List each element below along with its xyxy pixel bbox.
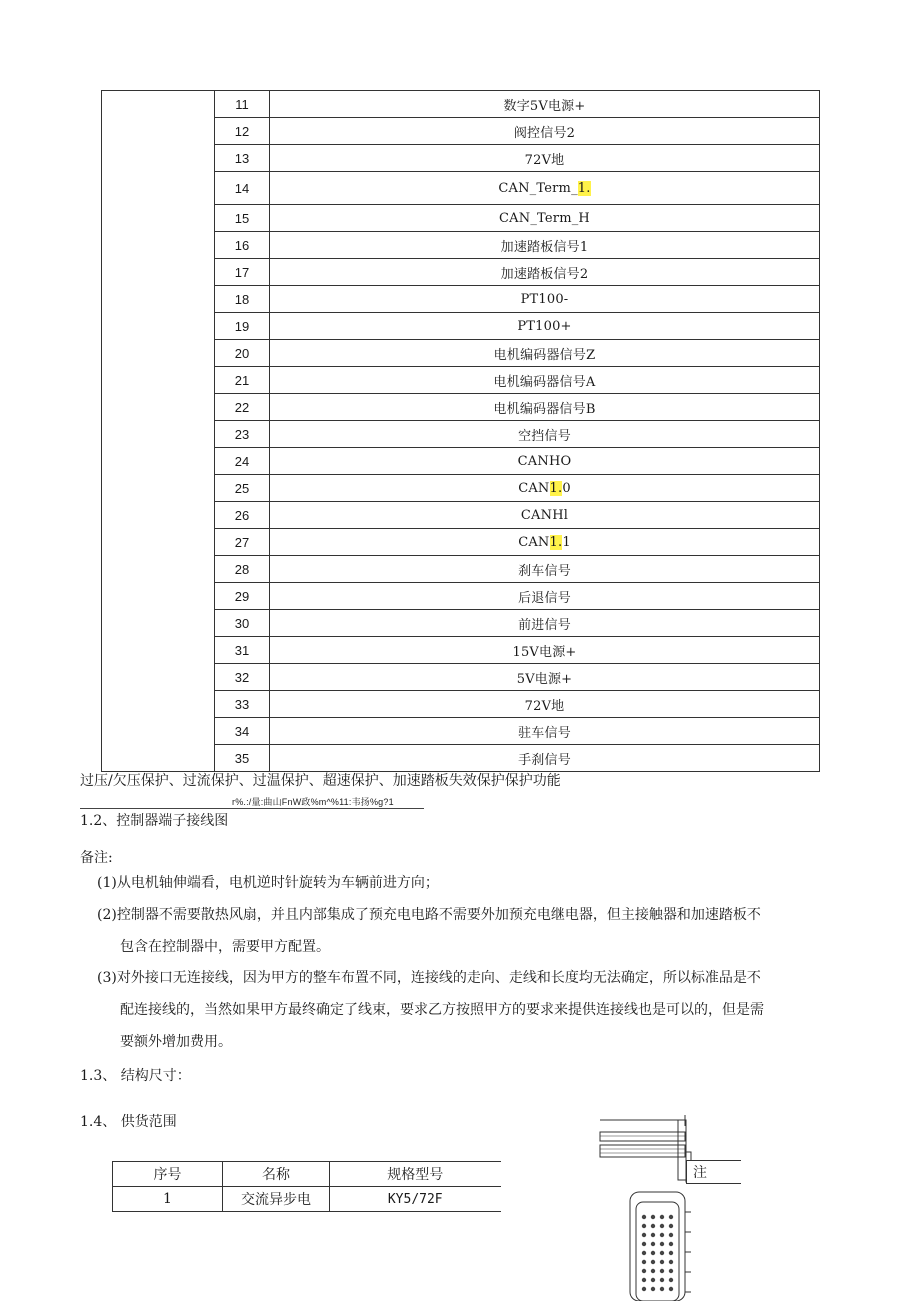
signal-text: CAN: [518, 480, 550, 496]
pin-number: 25: [215, 475, 270, 502]
pin-number: 32: [215, 664, 270, 691]
connector-pin: [660, 1251, 664, 1255]
garbled-text-line: r%.:/量:曲山FnW政%m^%11:韦扬%g?1: [232, 797, 394, 807]
pin-number: 34: [215, 718, 270, 745]
signal-highlight: 1.: [549, 480, 563, 496]
pin-number: 29: [215, 583, 270, 610]
pin-number: 17: [215, 259, 270, 286]
pin-signal: 手刹信号: [270, 745, 820, 772]
signal-text: CAN: [518, 534, 550, 550]
table-cell: KY5/72F: [330, 1187, 501, 1212]
remark-item-2: [97, 905, 761, 925]
connector-pin: [660, 1260, 664, 1264]
connector-pin: [651, 1215, 655, 1219]
pin-number: 19: [215, 313, 270, 340]
pin-definition-table: [101, 90, 820, 772]
pin-number: 15: [215, 205, 270, 232]
connector-pin-grid: [642, 1215, 673, 1291]
pin-number: 27: [215, 529, 270, 556]
pin-number: 20: [215, 340, 270, 367]
connector-pin: [669, 1278, 673, 1282]
pin-signal: CAN_Term_H: [270, 205, 820, 232]
connector-pin: [651, 1251, 655, 1255]
pin-number: 14: [215, 172, 270, 205]
connector-pin: [642, 1260, 646, 1264]
pin-signal: PT100+: [270, 313, 820, 340]
pin-signal: [270, 475, 820, 502]
connector-pin: [660, 1287, 664, 1291]
connector-pin: [651, 1278, 655, 1282]
table-cell: 交流异步电: [223, 1187, 330, 1212]
connector-pin: [642, 1251, 646, 1255]
signal-text: 1: [562, 534, 571, 550]
pin-number: 13: [215, 145, 270, 172]
connector-pin: [642, 1287, 646, 1291]
connector-pin: [651, 1287, 655, 1291]
signal-text: 0: [562, 480, 571, 496]
housing-middle-band: [600, 1145, 685, 1157]
connector-pin: [642, 1224, 646, 1228]
remark-line: 配连接线的，当然如果甲方最终确定了线束，要求乙方按照甲方的要求来提供连接线也是可以的，但是需: [120, 1002, 764, 1018]
remark-label: (3): [97, 970, 117, 986]
controller-structure-drawing: [595, 1112, 755, 1301]
remark-line: 要额外增加费用。: [120, 1034, 232, 1050]
connector-pin: [660, 1278, 664, 1282]
divider-rule: [80, 808, 424, 809]
pin-number: 21: [215, 367, 270, 394]
table-cell: 1: [113, 1187, 223, 1212]
pin-signal: CANHl: [270, 502, 820, 529]
connector-pin: [669, 1242, 673, 1246]
connector-pin: [660, 1242, 664, 1246]
connector-pin: [642, 1233, 646, 1237]
table-row: [102, 91, 820, 118]
remark-label: (1): [97, 875, 117, 891]
pin-signal: 72V地: [270, 145, 820, 172]
pin-group-blank-cell: [102, 91, 215, 772]
connector-pin: [669, 1251, 673, 1255]
connector-pin: [651, 1269, 655, 1273]
pin-number: 31: [215, 637, 270, 664]
remark-line: 对外接口无连接线，因为甲方的整车布置不同，连接线的走向、走线和长度均无法确定，所以标准品是不: [116, 970, 761, 986]
housing-top-band: [600, 1132, 685, 1141]
connector-pin: [642, 1278, 646, 1282]
pin-number: 24: [215, 448, 270, 475]
pin-signal: 5V电源+: [270, 664, 820, 691]
pin-signal: PT100-: [270, 286, 820, 313]
connector-pin: [669, 1269, 673, 1273]
pin-signal: 加速踏板信号1: [270, 232, 820, 259]
protection-functions-text: 过压/欠压保护、过流保护、过温保护、超速保护、加速踏板失效保护保护功能: [80, 773, 561, 789]
table-header-row: [113, 1162, 501, 1187]
connector-pin: [651, 1224, 655, 1228]
pin-signal: [270, 529, 820, 556]
connector-pin: [669, 1287, 673, 1291]
pin-signal: 数字5V电源+: [270, 91, 820, 118]
table-row: [113, 1187, 501, 1212]
pin-number: 12: [215, 118, 270, 145]
signal-text: CAN_Term_: [498, 180, 578, 196]
remark-line: 包含在控制器中，需要甲方配置。: [120, 939, 330, 955]
pin-number: 33: [215, 691, 270, 718]
pin-number: 16: [215, 232, 270, 259]
remark-label: (2): [97, 907, 117, 923]
pin-signal: 前进信号: [270, 610, 820, 637]
connector-pin: [669, 1215, 673, 1219]
connector-pin: [651, 1260, 655, 1264]
section-1-4-heading: 1.4、 供货范围: [80, 1114, 177, 1130]
signal-highlight: 1.: [577, 180, 591, 196]
section-1-2-heading: 1.2、控制器端子接线图: [80, 813, 229, 829]
supply-scope-table: [112, 1161, 501, 1212]
pin-signal: 空挡信号: [270, 421, 820, 448]
section-1-3-heading: 1.3、 结构尺寸：: [80, 1068, 191, 1084]
connector-pin: [660, 1215, 664, 1219]
drawing-note-label: 注: [686, 1160, 741, 1184]
connector-outline: [630, 1192, 685, 1301]
pin-signal: [270, 172, 820, 205]
remarks-heading: 备注:: [80, 850, 113, 866]
pin-signal: 加速踏板信号2: [270, 259, 820, 286]
pin-number: 18: [215, 286, 270, 313]
remark-line: 控制器不需要散热风扇，并且内部集成了预充电电路不需要外加预充电继电器，但主接触器和加速踏板不: [116, 907, 761, 923]
pin-number: 23: [215, 421, 270, 448]
connector-pin: [669, 1260, 673, 1264]
header-cell: 序号: [113, 1162, 223, 1187]
connector-pin: [669, 1233, 673, 1237]
remark-item-1: [97, 873, 439, 893]
signal-highlight: 1.: [549, 534, 563, 550]
remark-line: 从电机轴伸端看，电机逆时针旋转为车辆前进方向；: [116, 875, 439, 891]
pin-signal: 15V电源+: [270, 637, 820, 664]
pin-signal: 阀控信号2: [270, 118, 820, 145]
connector-pin: [642, 1215, 646, 1219]
pin-signal: 驻车信号: [270, 718, 820, 745]
remark-item-3: [97, 968, 761, 988]
header-cell: 名称: [223, 1162, 330, 1187]
pin-signal: 72V地: [270, 691, 820, 718]
pin-signal: 电机编码器信号Z: [270, 340, 820, 367]
pin-number: 11: [215, 91, 270, 118]
pin-signal: 电机编码器信号B: [270, 394, 820, 421]
connector-pin: [660, 1269, 664, 1273]
pin-signal: 电机编码器信号A: [270, 367, 820, 394]
connector-pin: [660, 1233, 664, 1237]
header-cell: 规格型号: [330, 1162, 501, 1187]
pin-number: 28: [215, 556, 270, 583]
connector-pin: [642, 1269, 646, 1273]
pin-signal: CANHO: [270, 448, 820, 475]
pin-signal: 刹车信号: [270, 556, 820, 583]
pin-number: 26: [215, 502, 270, 529]
pin-number: 35: [215, 745, 270, 772]
connector-pin: [651, 1242, 655, 1246]
pin-signal: 后退信号: [270, 583, 820, 610]
connector-pin: [651, 1233, 655, 1237]
pin-number: 30: [215, 610, 270, 637]
connector-pin: [642, 1242, 646, 1246]
connector-pin: [660, 1224, 664, 1228]
connector-pin: [669, 1224, 673, 1228]
pin-number: 22: [215, 394, 270, 421]
